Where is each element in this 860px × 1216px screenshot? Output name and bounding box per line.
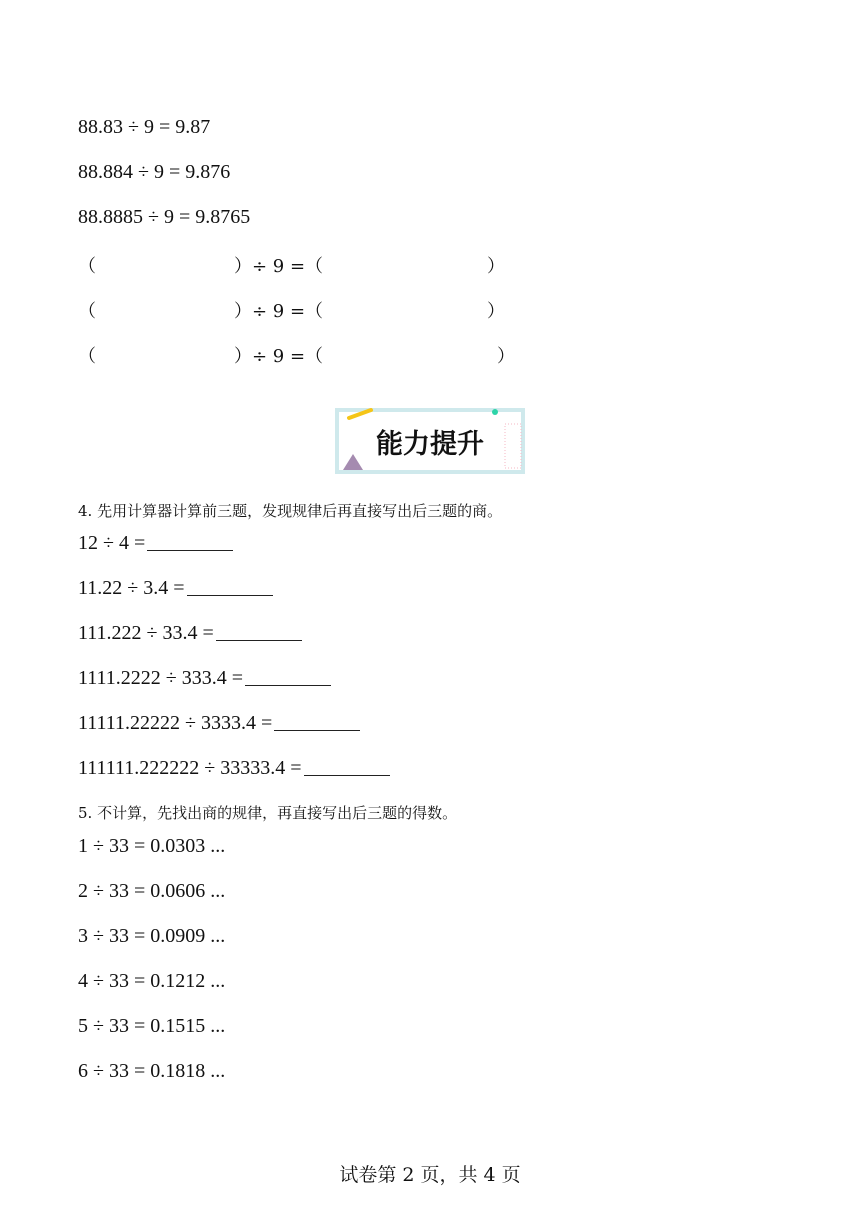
banner-title: 能力提升	[376, 429, 484, 460]
q5-item: 2 ÷ 33 = 0.0606 ...	[78, 880, 226, 902]
equation-line: 88.884 ÷ 9 = 9.876	[78, 161, 231, 183]
q5-item: 3 ÷ 33 = 0.0909 ...	[78, 925, 226, 947]
divide-expression: ）÷ 9 =（	[234, 301, 324, 322]
section-banner	[335, 406, 525, 476]
q5-item: 6 ÷ 33 = 0.1818 ...	[78, 1060, 226, 1082]
banner-teal-dot	[492, 409, 498, 415]
q4-item: 111.222 ÷ 33.4 =	[78, 622, 302, 645]
q4-item: 11.22 ÷ 3.4 =	[78, 577, 273, 600]
equation-line: 88.8885 ÷ 9 = 9.8765	[78, 206, 251, 228]
answer-blank[interactable]	[216, 622, 302, 641]
answer-blank[interactable]	[245, 667, 331, 686]
answer-blank[interactable]	[187, 577, 273, 596]
left-paren: （	[78, 346, 96, 367]
q4-item: 1111.2222 ÷ 333.4 =	[78, 667, 331, 690]
right-paren: ）	[497, 346, 515, 367]
q4-item: 12 ÷ 4 =	[78, 532, 233, 555]
q5-item: 1 ÷ 33 = 0.0303 ...	[78, 835, 226, 857]
page-footer: 试卷第 2 页，共 4 页	[339, 1164, 521, 1186]
answer-blank[interactable]	[274, 712, 360, 731]
q5-item: 5 ÷ 33 = 0.1515 ...	[78, 1015, 226, 1037]
right-paren: ）	[487, 301, 505, 322]
divide-expression: ）÷ 9 =（	[234, 256, 324, 277]
q4-item: 111111.222222 ÷ 33333.4 =	[78, 757, 390, 780]
equation-line: 88.83 ÷ 9 = 9.87	[78, 116, 211, 138]
q4-item: 11111.22222 ÷ 3333.4 =	[78, 712, 360, 735]
left-paren: （	[78, 256, 96, 277]
answer-blank[interactable]	[147, 532, 233, 551]
divide-expression: ）÷ 9 =（	[234, 346, 324, 367]
question-4-prompt: 4. 先用计算器计算前三题，发现规律后再直接写出后三题的商。	[78, 502, 503, 520]
question-5-prompt: 5. 不计算，先找出商的规律，再直接写出后三题的得数。	[78, 804, 458, 822]
answer-blank[interactable]	[304, 757, 390, 776]
right-paren: ）	[487, 256, 505, 277]
left-paren: （	[78, 301, 96, 322]
q5-item: 4 ÷ 33 = 0.1212 ...	[78, 970, 226, 992]
